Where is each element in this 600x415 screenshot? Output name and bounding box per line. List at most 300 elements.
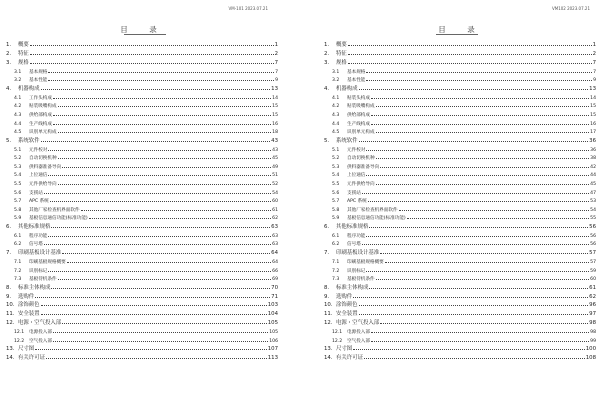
toc-entry-page: 69 <box>272 277 278 283</box>
toc-entry-label: APC 系统 <box>347 199 367 205</box>
dot-leader <box>376 179 590 185</box>
toc-entry-label: 上位通信 <box>347 173 366 179</box>
toc-entry-label: 尺寸图 <box>336 346 353 353</box>
toc-entry-label: 生产线构成 <box>347 121 370 127</box>
page-header: VM-101 2023.07.21 <box>228 6 268 11</box>
toc-entry[interactable] <box>324 170 596 179</box>
toc-entry-page: 42 <box>590 164 596 170</box>
toc-entry-label: 规格 <box>18 59 29 66</box>
dot-leader <box>362 188 589 194</box>
dot-leader <box>359 136 589 142</box>
toc-entry[interactable] <box>6 239 278 248</box>
toc-entry-number: 6.2 <box>14 242 22 248</box>
toc-entry-page: 1 <box>592 42 596 48</box>
toc-entry-page: 60 <box>272 199 278 205</box>
toc-entry[interactable] <box>6 344 278 353</box>
toc-entry[interactable] <box>324 145 596 154</box>
toc-entry-label: 规格 <box>336 59 347 66</box>
toc-entry[interactable] <box>6 145 278 154</box>
toc-entry-page: 38 <box>590 156 596 162</box>
toc-entry[interactable] <box>324 353 596 362</box>
toc-entry[interactable] <box>324 188 596 197</box>
toc-entry-number: 6.1 <box>332 233 340 239</box>
toc-entry-number: 3.2 <box>14 78 22 84</box>
toc-entry-label: 选购件 <box>336 293 353 300</box>
toc-entry-number: 12. <box>6 320 15 327</box>
toc-entry-page: 52 <box>272 181 278 187</box>
toc-entry-label: 其他标准规格 <box>336 223 369 230</box>
toc-entry-page: 45 <box>272 156 278 162</box>
toc-entry-page: 106 <box>269 338 278 344</box>
toc-entry[interactable] <box>6 170 278 179</box>
toc-entry[interactable] <box>6 127 278 136</box>
toc-entry[interactable] <box>6 49 278 58</box>
toc-entry-number: 5. <box>324 137 330 144</box>
dot-leader <box>385 257 589 263</box>
toc-entry-page: 36 <box>590 147 596 153</box>
toc-entry[interactable] <box>6 93 278 102</box>
dot-leader <box>53 93 271 99</box>
toc-entry-number: 4.4 <box>14 121 22 127</box>
dot-leader <box>50 196 271 202</box>
toc-entry[interactable] <box>6 213 278 222</box>
toc-entry-number: 9. <box>324 293 330 300</box>
toc-entry-label: 元件供给导向 <box>29 181 57 187</box>
toc-entry[interactable] <box>6 283 278 292</box>
toc-entry-page: 47 <box>590 190 596 196</box>
toc-entry-page: 104 <box>267 311 278 318</box>
toc-entry-number: 10. <box>6 302 15 309</box>
toc-entry-label: 信号塔 <box>347 242 361 248</box>
toc-entry[interactable] <box>6 257 278 266</box>
toc-entry-number: 7.3 <box>332 277 340 283</box>
toc-entry[interactable] <box>6 222 278 231</box>
toc-entry-page: 1 <box>274 42 278 48</box>
dot-leader <box>376 101 590 107</box>
toc-entry-page: 45 <box>590 181 596 187</box>
toc-entry-number: 3. <box>324 59 330 66</box>
toc-entry-label: 基本规格 <box>347 69 366 75</box>
dot-leader <box>366 170 589 176</box>
dot-leader <box>366 67 592 73</box>
dot-leader <box>359 300 589 306</box>
toc-entry[interactable] <box>324 67 596 76</box>
dot-leader <box>51 222 270 228</box>
toc-entry-number: 14. <box>6 355 15 362</box>
toc-entry[interactable] <box>6 179 278 188</box>
toc-entry-page: 64 <box>271 250 278 257</box>
toc-entry[interactable] <box>6 327 278 336</box>
toc-entry-number: 5.7 <box>14 199 22 205</box>
toc-entry-label: 电源・空气投入部 <box>336 320 380 327</box>
toc-entry[interactable] <box>324 213 596 222</box>
toc-entry-page: 60 <box>590 277 596 283</box>
dot-leader <box>58 101 272 107</box>
toc-entry[interactable] <box>324 266 596 275</box>
toc-entry-page: 2 <box>274 50 278 57</box>
toc-entry[interactable] <box>324 318 596 327</box>
dot-leader <box>48 266 271 272</box>
toc-entry-label: 贴装头构成 <box>347 95 370 101</box>
toc-entry[interactable] <box>6 153 278 162</box>
toc-entry[interactable] <box>324 327 596 336</box>
toc-entry[interactable] <box>6 336 278 345</box>
dot-leader <box>359 84 589 90</box>
toc-entry-label: 标准主体构成 <box>18 284 51 291</box>
dot-leader <box>30 40 274 46</box>
toc-entry-label: 基本性能 <box>347 78 366 84</box>
toc-entry-page: 97 <box>589 311 596 318</box>
toc-entry-number: 7.1 <box>332 259 340 265</box>
toc-entry[interactable] <box>324 179 596 188</box>
toc-entry-number: 4.1 <box>14 95 22 101</box>
toc-entry-page: 14 <box>590 95 596 101</box>
dot-leader <box>369 283 588 289</box>
toc-entry-page: 63 <box>272 242 278 248</box>
toc-entry-number: 6. <box>324 223 330 230</box>
toc-entry-number: 5.1 <box>14 147 22 153</box>
toc-entry-page: 61 <box>272 207 278 213</box>
toc-entry[interactable] <box>324 292 596 301</box>
toc-entry-number: 7. <box>6 250 12 257</box>
toc-entry-label: 涂饰颜色 <box>336 302 358 309</box>
toc-entry-page: 62 <box>272 216 278 222</box>
toc-entry[interactable] <box>6 188 278 197</box>
toc-entry-page: 54 <box>272 190 278 196</box>
toc-entry-number: 9. <box>6 293 12 300</box>
toc-entry-label: 其他厂家检查机界面软件 <box>347 207 398 213</box>
toc-entry[interactable] <box>6 248 278 257</box>
toc-entry-page: 63 <box>272 233 278 239</box>
toc-entry[interactable] <box>324 205 596 214</box>
toc-entry-label: 印刷基板设计基准 <box>336 250 380 257</box>
left-page <box>6 0 278 415</box>
dot-leader <box>371 119 589 125</box>
dot-leader <box>371 327 589 333</box>
dot-leader <box>30 58 274 64</box>
toc-entry-page: 16 <box>272 121 278 127</box>
toc-entry[interactable] <box>324 162 596 171</box>
toc-entry-page: 61 <box>589 284 596 291</box>
toc-entry-number: 5.9 <box>14 216 22 222</box>
toc-entry-label: 基板待机条件 <box>347 277 375 283</box>
toc-entry[interactable] <box>324 231 596 240</box>
toc-entry-page: 107 <box>267 346 278 353</box>
toc-entry-number: 4.4 <box>332 121 340 127</box>
toc-entry-number: 2. <box>324 50 330 57</box>
toc-entry-number: 3.2 <box>332 78 340 84</box>
toc-entry-page: 62 <box>589 293 596 300</box>
toc-entry-number: 5.7 <box>332 199 340 205</box>
dot-leader <box>48 75 274 81</box>
toc-entry-label: 上位通信 <box>29 173 48 179</box>
toc-entry-page: 59 <box>590 268 596 274</box>
toc-entry-page: 71 <box>271 293 278 300</box>
toc-entry-page: 13 <box>589 85 596 92</box>
toc-entry-page: 14 <box>272 95 278 101</box>
toc-entry-number: 7.2 <box>14 268 22 274</box>
toc-entry-number: 12.2 <box>332 338 343 344</box>
toc-entry-page: 66 <box>272 268 278 274</box>
dot-leader <box>53 110 271 116</box>
toc-entry-label: 空气投入部 <box>29 338 52 344</box>
toc-entry-label: 识别单元构成 <box>347 130 375 136</box>
toc-entry-number: 5.3 <box>332 164 340 170</box>
toc-entry-number: 5.1 <box>332 147 340 153</box>
toc-entry-label: 尺寸图 <box>18 346 35 353</box>
toc-entry-label: 选购件 <box>18 293 35 300</box>
toc-entry[interactable] <box>324 309 596 318</box>
toc-entry[interactable] <box>324 153 596 162</box>
dot-leader <box>380 318 588 324</box>
toc-entry-page: 13 <box>271 85 278 92</box>
dot-leader <box>35 344 267 350</box>
toc-entry[interactable] <box>324 101 596 110</box>
toc-entry-page: 113 <box>267 355 278 362</box>
toc-entry-page: 49 <box>272 164 278 170</box>
toc-entry[interactable] <box>6 292 278 301</box>
toc-entry-number: 4.2 <box>14 104 22 110</box>
toc-entry-page: 100 <box>585 346 596 353</box>
toc-entry[interactable] <box>6 318 278 327</box>
toc-title: 目 录 <box>438 25 482 34</box>
toc-entry-page: 56 <box>589 223 596 230</box>
toc-entry-number: 7. <box>324 250 330 257</box>
dot-leader <box>371 93 589 99</box>
toc-entry-number: 4.1 <box>332 95 340 101</box>
dot-leader <box>380 248 588 254</box>
toc-entry-label: 系统软件 <box>336 137 358 144</box>
toc-entry[interactable] <box>6 58 278 67</box>
toc-entry[interactable] <box>6 300 278 309</box>
toc-entry-number: 3.1 <box>14 69 22 75</box>
dot-leader <box>366 75 592 81</box>
dot-leader <box>46 353 267 359</box>
toc-entry[interactable] <box>324 58 596 67</box>
dot-leader <box>348 58 592 64</box>
toc-entry[interactable] <box>324 136 596 145</box>
toc-entry-number: 11. <box>6 311 15 318</box>
dot-leader <box>41 300 267 306</box>
toc-entry[interactable] <box>6 205 278 214</box>
dot-leader <box>62 162 271 168</box>
toc-entry-label: 供给部构成 <box>347 112 370 118</box>
toc-entry[interactable] <box>324 222 596 231</box>
toc-entry-label: 标准主体构成 <box>336 284 369 291</box>
dot-leader <box>48 170 271 176</box>
toc-entry-label: 基板信息通信功能(标准功能) <box>29 216 88 222</box>
toc-entry-page: 56 <box>590 242 596 248</box>
toc-entry-page: 103 <box>267 302 278 309</box>
toc-entry[interactable] <box>324 344 596 353</box>
dot-leader <box>35 292 270 298</box>
dot-leader <box>58 127 272 133</box>
dot-leader <box>48 67 274 73</box>
dot-leader <box>359 309 589 315</box>
toc-entry[interactable] <box>6 196 278 205</box>
toc-entry-number: 5.2 <box>14 156 22 162</box>
toc-entry-label: 供料器准备导向 <box>347 164 380 170</box>
toc-entry-page: 51 <box>272 173 278 179</box>
toc-entry-label: 基板信息通信功能(标准功能) <box>347 216 406 222</box>
toc-entry-number: 3.1 <box>332 69 340 75</box>
toc-entry[interactable] <box>6 136 278 145</box>
dot-leader <box>48 231 271 237</box>
toc-entry-page: 43 <box>271 137 278 144</box>
toc-entry-page: 57 <box>589 250 596 257</box>
toc-entry-page: 15 <box>272 104 278 110</box>
toc-entry[interactable] <box>324 257 596 266</box>
dot-leader <box>399 205 590 211</box>
toc-entry[interactable] <box>6 309 278 318</box>
toc-entry-label: 安全装置 <box>18 311 40 318</box>
toc-entry[interactable] <box>324 248 596 257</box>
toc-entry-page: 16 <box>590 121 596 127</box>
toc-entry-page: 57 <box>590 259 596 265</box>
table-of-contents <box>6 40 278 362</box>
toc-entry-page: 15 <box>590 112 596 118</box>
toc-entry-page: 99 <box>590 338 596 344</box>
toc-entry-label: 识别单元构成 <box>29 130 57 136</box>
toc-entry[interactable] <box>6 231 278 240</box>
toc-entry-page: 7 <box>275 69 278 75</box>
toc-entry[interactable] <box>6 40 278 49</box>
dot-leader <box>366 266 589 272</box>
dot-leader <box>89 213 271 219</box>
toc-entry-label: 基本规格 <box>29 69 48 75</box>
dot-leader <box>41 309 267 315</box>
dot-leader <box>371 336 589 342</box>
dot-leader <box>53 119 271 125</box>
toc-entry[interactable] <box>6 110 278 119</box>
dot-leader <box>369 222 588 228</box>
dot-leader <box>62 248 270 254</box>
toc-entry[interactable] <box>6 274 278 283</box>
toc-entry-page: 9 <box>275 78 278 84</box>
toc-entry-label: 信号塔 <box>29 242 43 248</box>
toc-entry-page: 56 <box>590 233 596 239</box>
toc-entry-number: 4. <box>6 85 12 92</box>
toc-entry-number: 3. <box>6 59 12 66</box>
toc-entry[interactable] <box>324 93 596 102</box>
toc-entry[interactable] <box>324 49 596 58</box>
toc-entry-number: 5.8 <box>14 207 22 213</box>
toc-entry-label: 有关许可证 <box>18 355 45 362</box>
toc-title: 目 录 <box>120 25 164 34</box>
toc-entry-label: 自动切换机种 <box>29 156 57 162</box>
toc-entry-label: 机器构成 <box>336 85 358 92</box>
toc-entry[interactable] <box>6 84 278 93</box>
toc-entry[interactable] <box>324 110 596 119</box>
toc-entry-page: 55 <box>590 216 596 222</box>
toc-entry[interactable] <box>6 266 278 275</box>
dot-leader <box>41 84 271 90</box>
dot-leader <box>348 40 592 46</box>
toc-entry[interactable] <box>324 239 596 248</box>
toc-entry-number: 12.1 <box>332 330 343 336</box>
toc-entry-number: 12.1 <box>14 330 25 336</box>
toc-entry-label: 系统软件 <box>18 137 40 144</box>
dot-leader <box>364 353 585 359</box>
toc-entry[interactable] <box>6 162 278 171</box>
dot-leader <box>353 292 588 298</box>
toc-entry-label: 空气投入部 <box>347 338 370 344</box>
toc-entry[interactable] <box>324 196 596 205</box>
toc-entry-number: 8. <box>324 284 330 291</box>
table-of-contents <box>324 40 596 362</box>
toc-entry[interactable] <box>324 127 596 136</box>
toc-entry-label: 供给部构成 <box>29 112 52 118</box>
toc-entry-number: 5.9 <box>332 216 340 222</box>
toc-entry[interactable] <box>324 300 596 309</box>
toc-entry[interactable] <box>6 353 278 362</box>
toc-entry[interactable] <box>6 67 278 76</box>
toc-entry-number: 5.5 <box>14 181 22 187</box>
toc-entry-label: 元件校对 <box>347 147 366 153</box>
toc-entry-label: 元件校对 <box>29 147 48 153</box>
toc-entry[interactable] <box>6 101 278 110</box>
toc-entry[interactable] <box>6 75 278 84</box>
toc-entry[interactable] <box>324 40 596 49</box>
dot-leader <box>376 274 590 280</box>
toc-entry-number: 4.3 <box>14 112 22 118</box>
dot-leader <box>30 49 274 55</box>
toc-entry-number: 5.8 <box>332 207 340 213</box>
dot-leader <box>376 153 590 159</box>
toc-entry-page: 54 <box>590 207 596 213</box>
toc-entry-number: 7.1 <box>14 259 22 265</box>
dot-leader <box>366 145 589 151</box>
toc-entry-number: 7.2 <box>332 268 340 274</box>
toc-entry-label: 贴装吸嘴构成 <box>29 104 57 110</box>
toc-entry[interactable] <box>324 336 596 345</box>
toc-entry[interactable] <box>6 119 278 128</box>
dot-leader <box>44 239 271 245</box>
toc-entry-label: 程序功能 <box>29 233 48 239</box>
toc-entry-label: 电源投入部 <box>29 330 52 336</box>
toc-entry-number: 5.6 <box>14 190 22 196</box>
toc-entry[interactable] <box>324 119 596 128</box>
title-underline <box>436 34 478 35</box>
toc-entry-page: 105 <box>267 320 278 327</box>
dot-leader <box>58 179 272 185</box>
toc-entry-label: 供料器准备导向 <box>29 164 62 170</box>
toc-entry-number: 4.2 <box>332 104 340 110</box>
dot-leader <box>44 188 271 194</box>
dot-leader <box>81 205 272 211</box>
toc-entry[interactable] <box>324 84 596 93</box>
dot-leader <box>41 136 271 142</box>
toc-entry[interactable] <box>324 274 596 283</box>
dot-leader <box>353 344 585 350</box>
toc-entry-page: 18 <box>272 130 278 136</box>
toc-entry-number: 2. <box>6 50 12 57</box>
toc-entry-number: 7.3 <box>14 277 22 283</box>
toc-entry-label: 生产线构成 <box>29 121 52 127</box>
toc-entry-page: 96 <box>589 302 596 309</box>
toc-entry-page: 44 <box>590 173 596 179</box>
toc-entry[interactable] <box>324 283 596 292</box>
toc-entry-number: 1. <box>324 42 330 48</box>
toc-entry-number: 10. <box>324 302 333 309</box>
toc-entry-label: 元件供给导向 <box>347 181 375 187</box>
toc-entry-label: 安全装置 <box>336 311 358 318</box>
toc-entry-page: 53 <box>590 199 596 205</box>
toc-entry-number: 12.2 <box>14 338 25 344</box>
toc-entry-page: 7 <box>592 59 596 66</box>
toc-entry[interactable] <box>324 75 596 84</box>
toc-entry-page: 15 <box>272 112 278 118</box>
